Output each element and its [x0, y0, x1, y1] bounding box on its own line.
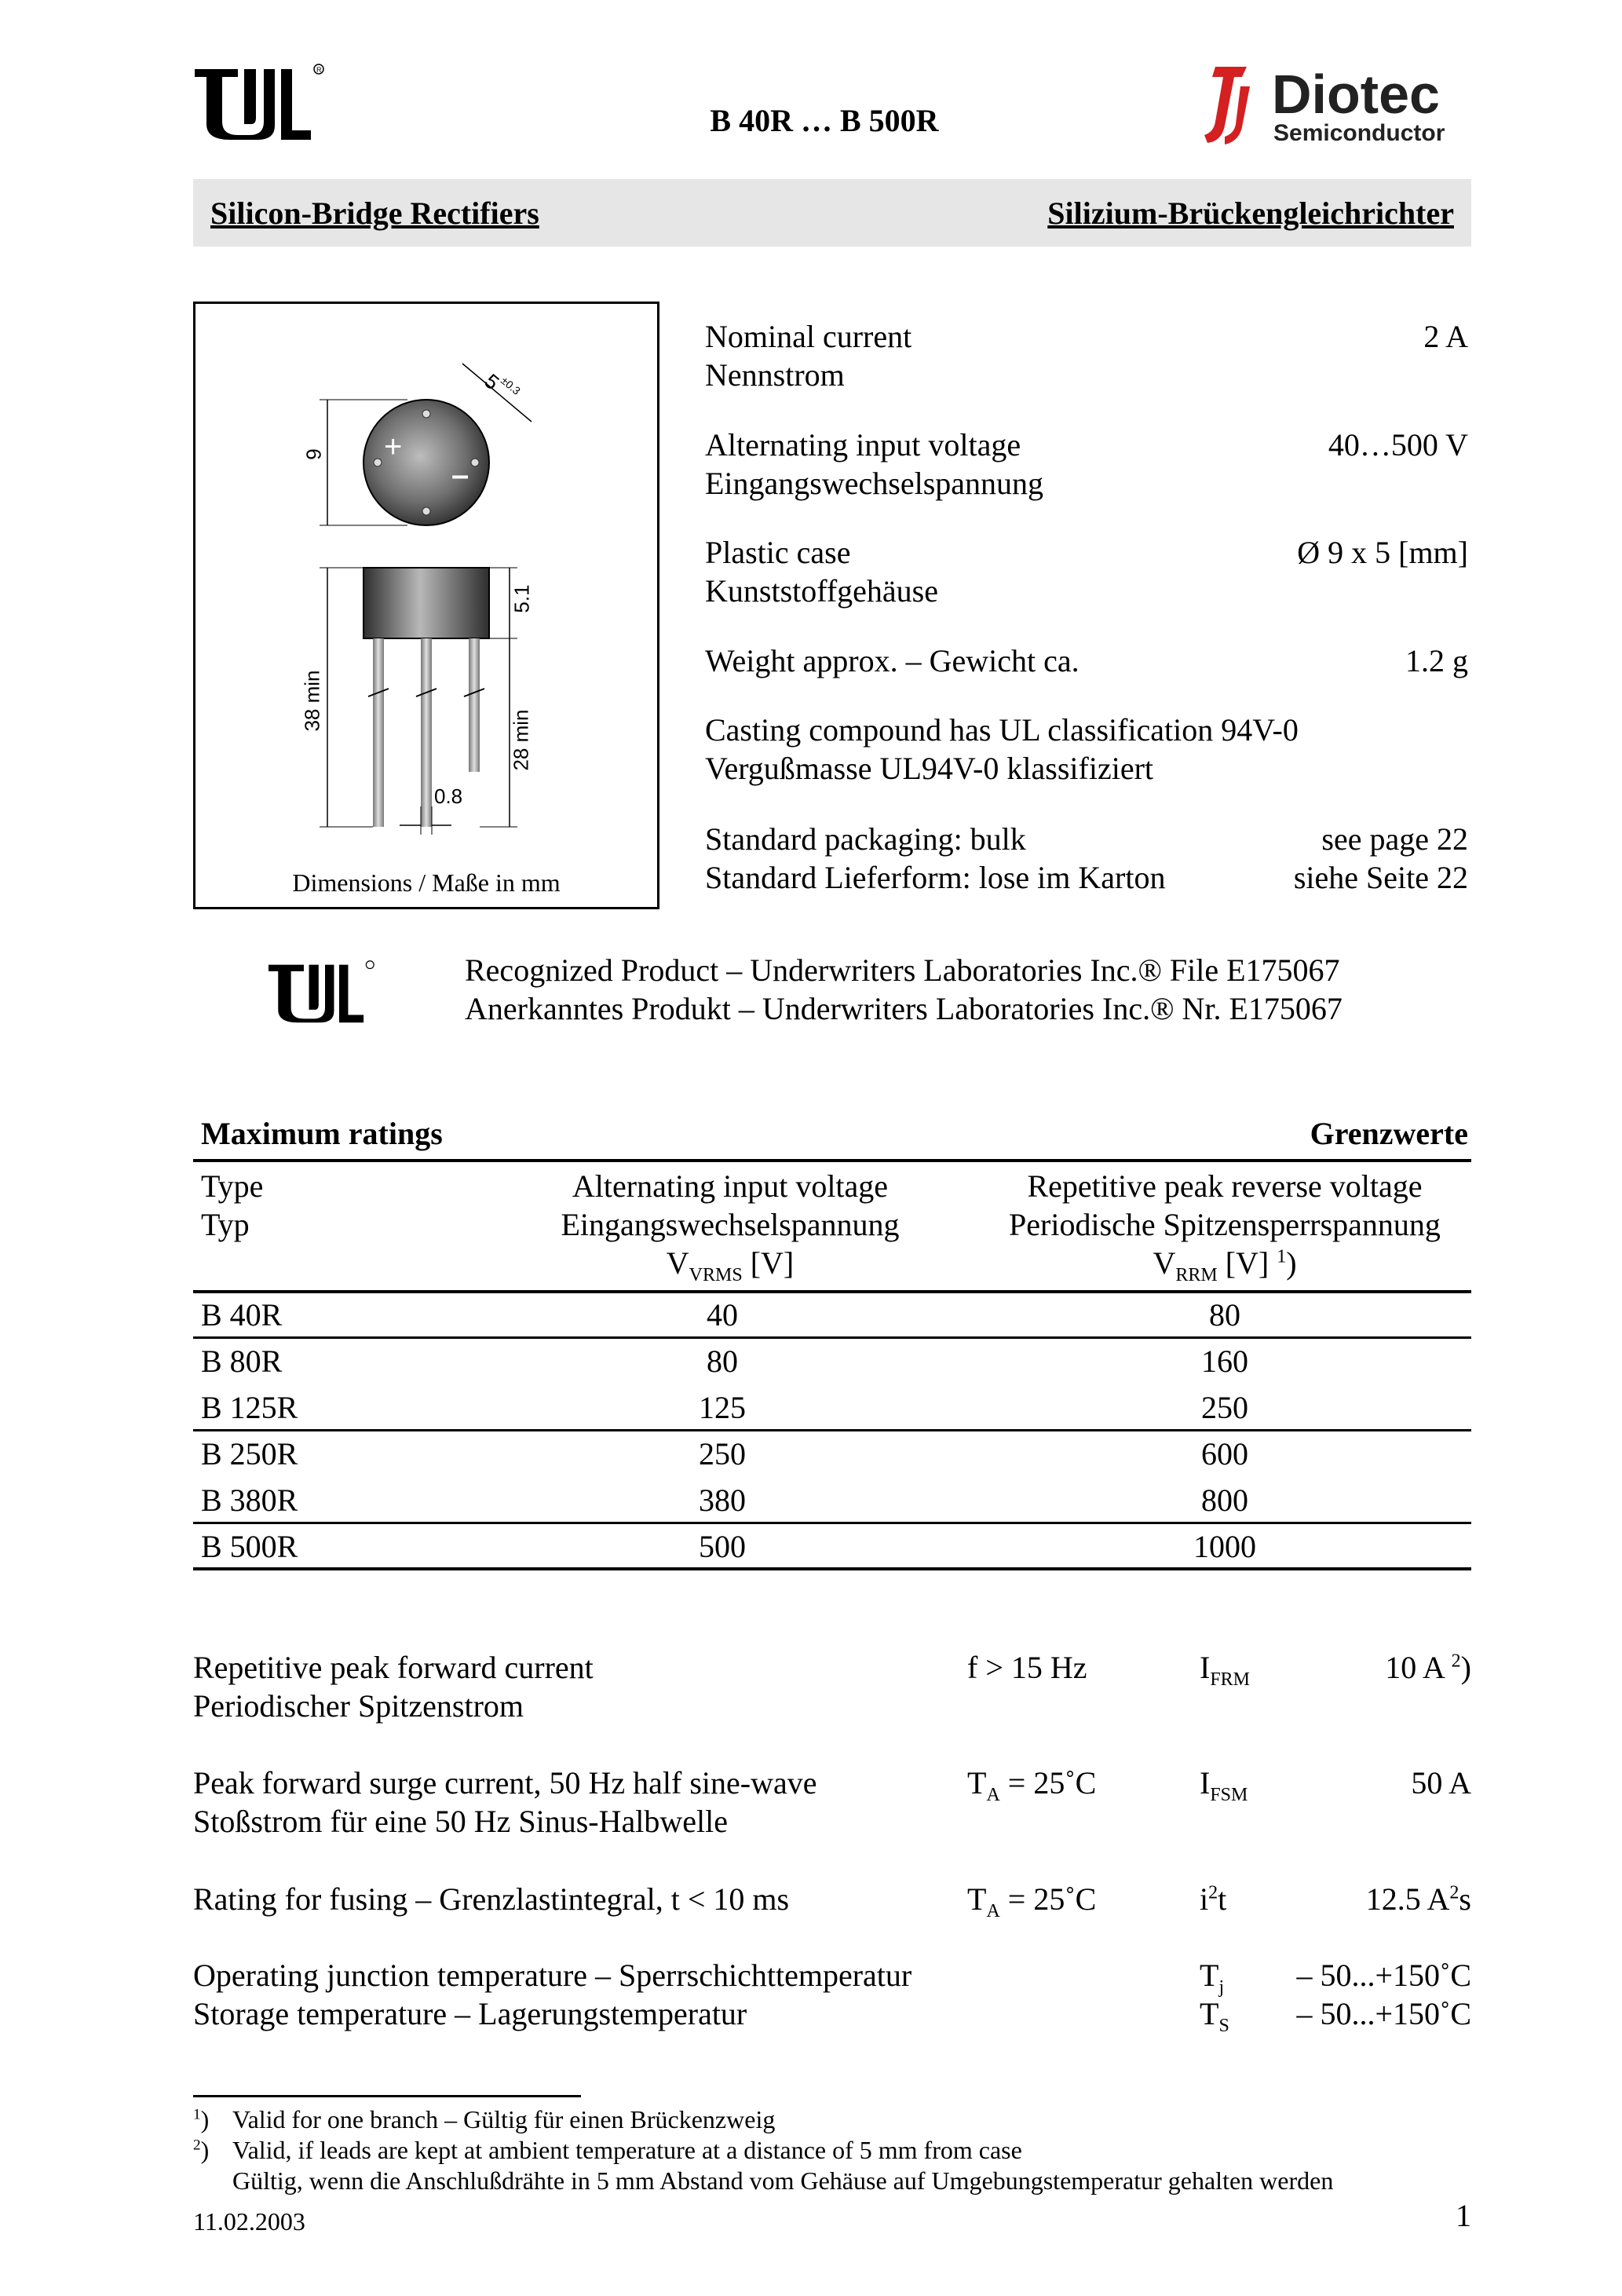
spec-case-de: Kunststoffgehäuse	[705, 573, 938, 609]
i2t-value-rest: s	[1459, 1881, 1471, 1917]
row-vrrm-b80r: 160	[1201, 1344, 1248, 1379]
ts-sym: T	[1200, 1996, 1219, 2031]
table-bottom-rule	[193, 1567, 1471, 1570]
row-type-b40r: B 40R	[201, 1297, 283, 1333]
i2t-cond-rest: = 25˚C	[999, 1881, 1097, 1917]
row-vrms-b40r: 40	[707, 1297, 738, 1333]
footnote-2-text: Valid, if leads are kept at ambient temperature at a distance of 5 mm from case	[232, 2136, 1022, 2164]
vrms-sub: VRMS	[689, 1265, 743, 1285]
ratings-title-en: Maximum ratings	[201, 1116, 443, 1151]
row-vrrm-b500r: 1000	[1193, 1529, 1256, 1564]
footer-date: 11.02.2003	[193, 2207, 305, 2236]
spec-voltage-de: Eingangswechselspannung	[705, 466, 1044, 501]
param-ifrm-value	[1385, 1649, 1471, 1687]
footnote-2-num: 2	[193, 2137, 201, 2154]
ifrm-footnote-ref: 2	[1451, 1651, 1461, 1672]
col-vrrm-de: Periodische Spitzensperrspannung	[1009, 1207, 1441, 1242]
banner-title-en: Silicon-Bridge Rectifiers	[210, 196, 539, 231]
ifsm-cond-rest: = 25˚C	[999, 1765, 1097, 1801]
col-vrms-en: Alternating input voltage	[572, 1168, 889, 1204]
ifrm-footnote-close: )	[1460, 1650, 1471, 1685]
spec-case-value: Ø 9 x 5 [mm]	[1297, 535, 1468, 570]
param-tj-symbol	[1200, 1957, 1225, 1998]
dim-28-label: 28 min	[509, 709, 533, 771]
ul-logo	[195, 63, 324, 141]
row-rule	[193, 1522, 1471, 1524]
row-vrms-b380r: 380	[699, 1483, 746, 1518]
ts-sub: S	[1218, 2016, 1229, 2036]
spec-packaging-de: Standard Lieferform: lose im Karton	[705, 860, 1166, 895]
spec-packaging-value-de: siehe Seite 22	[1293, 860, 1468, 895]
i2t-cond-sub: A	[986, 1901, 1000, 1921]
dimension-figure	[193, 302, 659, 909]
spec-packaging-value: see page 22	[1321, 821, 1468, 857]
param-i2t-value	[1366, 1881, 1471, 1918]
footnote-rule	[193, 2095, 581, 2097]
param-ifrm-cond: f > 15 Hz	[967, 1650, 1087, 1685]
spec-casting-de: Vergußmasse UL94V-0 klassifiziert	[705, 751, 1154, 786]
param-ts-en: Storage temperature – Lagerungstemperatur	[193, 1996, 747, 2031]
param-ifrm-de: Periodischer Spitzenstrom	[193, 1688, 524, 1724]
footnote-2-close: )	[200, 2136, 210, 2164]
spec-casting-en: Casting compound has UL classification 94V-0	[705, 712, 1299, 748]
param-ifsm-de: Stoßstrom für eine 50 Hz Sinus-Halbwelle	[193, 1804, 728, 1839]
ifsm-cond-sym: T	[967, 1765, 987, 1801]
spec-weight-value: 1.2 g	[1405, 643, 1468, 678]
i2t-cond-sym: T	[967, 1881, 987, 1917]
vrrm-unit: [V]	[1225, 1245, 1269, 1281]
param-ifrm-en: Repetitive peak forward current	[193, 1650, 594, 1685]
svg-text:R: R	[316, 66, 322, 74]
param-tj-value: – 50...+150˚C	[1296, 1958, 1471, 1993]
page-number: 1	[1456, 2198, 1471, 2233]
col-vrrm-en: Repetitive peak reverse voltage	[1027, 1168, 1423, 1204]
param-i2t-symbol	[1200, 1881, 1226, 1918]
vrrm-sym: V	[1153, 1245, 1176, 1281]
ifrm-sym: I	[1200, 1650, 1211, 1685]
row-type-b125r: B 125R	[201, 1390, 298, 1425]
row-vrms-b500r: 500	[699, 1529, 746, 1564]
ul-mark-icon	[195, 63, 324, 141]
ul-recognized-logo	[269, 960, 374, 1024]
col-vrms-de: Eingangswechselspannung	[561, 1207, 900, 1242]
table-top-rule	[193, 1159, 1471, 1162]
footnote-1-text: Valid for one branch – Gültig für einen Brückenzweig	[232, 2105, 776, 2133]
vrrm-sub: RRM	[1175, 1265, 1218, 1285]
ifrm-sub: FRM	[1210, 1669, 1251, 1690]
param-ts-symbol	[1200, 1995, 1229, 2036]
vrms-sym: V	[666, 1245, 689, 1281]
row-rule	[193, 1429, 1471, 1431]
footnote-1-mark	[193, 2104, 209, 2134]
footnote-2-mark	[193, 2135, 209, 2165]
col-type-de: Typ	[201, 1207, 250, 1242]
figure-caption: Dimensions / Maße in mm	[292, 868, 561, 897]
i2t-sym-sup: 2	[1208, 1882, 1218, 1903]
row-type-b500r: B 500R	[201, 1529, 298, 1564]
row-vrrm-b40r: 80	[1209, 1297, 1240, 1333]
param-ifsm-en: Peak forward surge current, 50 Hz half sine-wave	[193, 1765, 817, 1801]
row-vrms-b125r: 125	[699, 1390, 746, 1425]
ratings-title-de: Grenzwerte	[1310, 1116, 1468, 1151]
ifsm-sub: FSM	[1210, 1785, 1248, 1805]
vrrm-footnote-close: )	[1286, 1245, 1297, 1281]
row-vrms-b80r: 80	[707, 1344, 738, 1379]
spec-weight-en: Weight approx. – Gewicht ca.	[705, 643, 1080, 678]
row-type-b80r: B 80R	[201, 1344, 283, 1379]
row-vrms-b250r: 250	[699, 1436, 746, 1472]
row-vrrm-b125r: 250	[1201, 1390, 1248, 1425]
package-drawing-icon	[195, 304, 657, 854]
footnote-1-num: 1	[193, 2106, 201, 2123]
i2t-sym-rest: t	[1218, 1881, 1227, 1917]
spec-nominal-en: Nominal current	[705, 319, 912, 354]
ul-recognized-en: Recognized Product – Underwriters Laboratories Inc.® File E175067	[465, 952, 1340, 988]
col-vrrm-symbol	[974, 1245, 1476, 1285]
table-header-rule	[193, 1290, 1471, 1293]
ul-recognized-de: Anerkanntes Produkt – Underwriters Laboratories Inc.® Nr. E175067	[465, 991, 1343, 1026]
col-type-en: Type	[201, 1168, 264, 1204]
param-ifsm-value: 50 A	[1411, 1765, 1471, 1801]
banner-title-de: Silizium-Brückengleichrichter	[1047, 196, 1454, 231]
spec-voltage-value: 40…500 V	[1328, 427, 1468, 462]
diotec-emblem-icon	[1201, 63, 1264, 149]
row-vrrm-b380r: 800	[1201, 1483, 1248, 1518]
row-type-b250r: B 250R	[201, 1436, 298, 1472]
param-ifsm-symbol	[1200, 1764, 1248, 1805]
row-type-b380r: B 380R	[201, 1483, 298, 1518]
brand-name: Diotec	[1272, 64, 1440, 125]
plus-marking: +	[384, 430, 403, 464]
param-ts-value: – 50...+150˚C	[1296, 1996, 1471, 2031]
dim-38-label: 38 min	[300, 670, 324, 732]
page-title: B 40R … B 500R	[710, 103, 939, 138]
param-i2t-en: Rating for fusing – Grenzlastintegral, t < 10 ms	[193, 1881, 790, 1917]
row-rule	[193, 1336, 1471, 1339]
ul-recognized-icon	[269, 960, 374, 1024]
vrms-unit: [V]	[750, 1245, 795, 1281]
minus-marking: –	[451, 458, 469, 492]
param-ifsm-cond	[967, 1764, 1097, 1805]
i2t-sym: i	[1200, 1881, 1209, 1917]
ifrm-value: 10 A	[1385, 1650, 1452, 1685]
row-vrrm-b250r: 600	[1201, 1436, 1248, 1472]
tj-sym: T	[1200, 1958, 1219, 1993]
footnote-1-close: )	[200, 2105, 210, 2133]
dim-5-tol-label: ±0.3	[499, 374, 524, 397]
spec-voltage-en: Alternating input voltage	[705, 427, 1021, 462]
dim-08-label: 0.8	[434, 784, 463, 808]
ifsm-cond-sub: A	[986, 1785, 1000, 1805]
dim-9-label: 9	[301, 448, 326, 460]
dim-5-label: 5	[480, 368, 504, 395]
spec-nominal-value: 2 A	[1423, 319, 1468, 354]
i2t-value-sup: 2	[1449, 1882, 1459, 1903]
dim-51-label: 5.1	[510, 584, 534, 613]
footnote-2-text-de: Gültig, wenn die Anschlußdrähte in 5 mm Abstand vom Gehäuse auf Umgebungstemperatur gehalten werden	[232, 2166, 1334, 2195]
brand-subtitle: Semiconductor	[1273, 120, 1445, 146]
col-vrms-symbol	[487, 1245, 974, 1285]
diotec-logo	[1201, 63, 1484, 149]
spec-packaging-en: Standard packaging: bulk	[705, 821, 1026, 857]
spec-nominal-de: Nennstrom	[705, 357, 845, 393]
param-tj-en: Operating junction temperature – Sperrschichttemperatur	[193, 1958, 912, 1993]
param-i2t-cond	[967, 1881, 1097, 1921]
param-ifrm-symbol	[1200, 1649, 1251, 1690]
vrrm-footnote-ref: 1	[1277, 1246, 1287, 1267]
tj-sub: j	[1218, 1977, 1225, 1998]
ifsm-sym: I	[1200, 1765, 1211, 1801]
i2t-value: 12.5 A	[1365, 1881, 1450, 1917]
spec-case-en: Plastic case	[705, 535, 851, 570]
